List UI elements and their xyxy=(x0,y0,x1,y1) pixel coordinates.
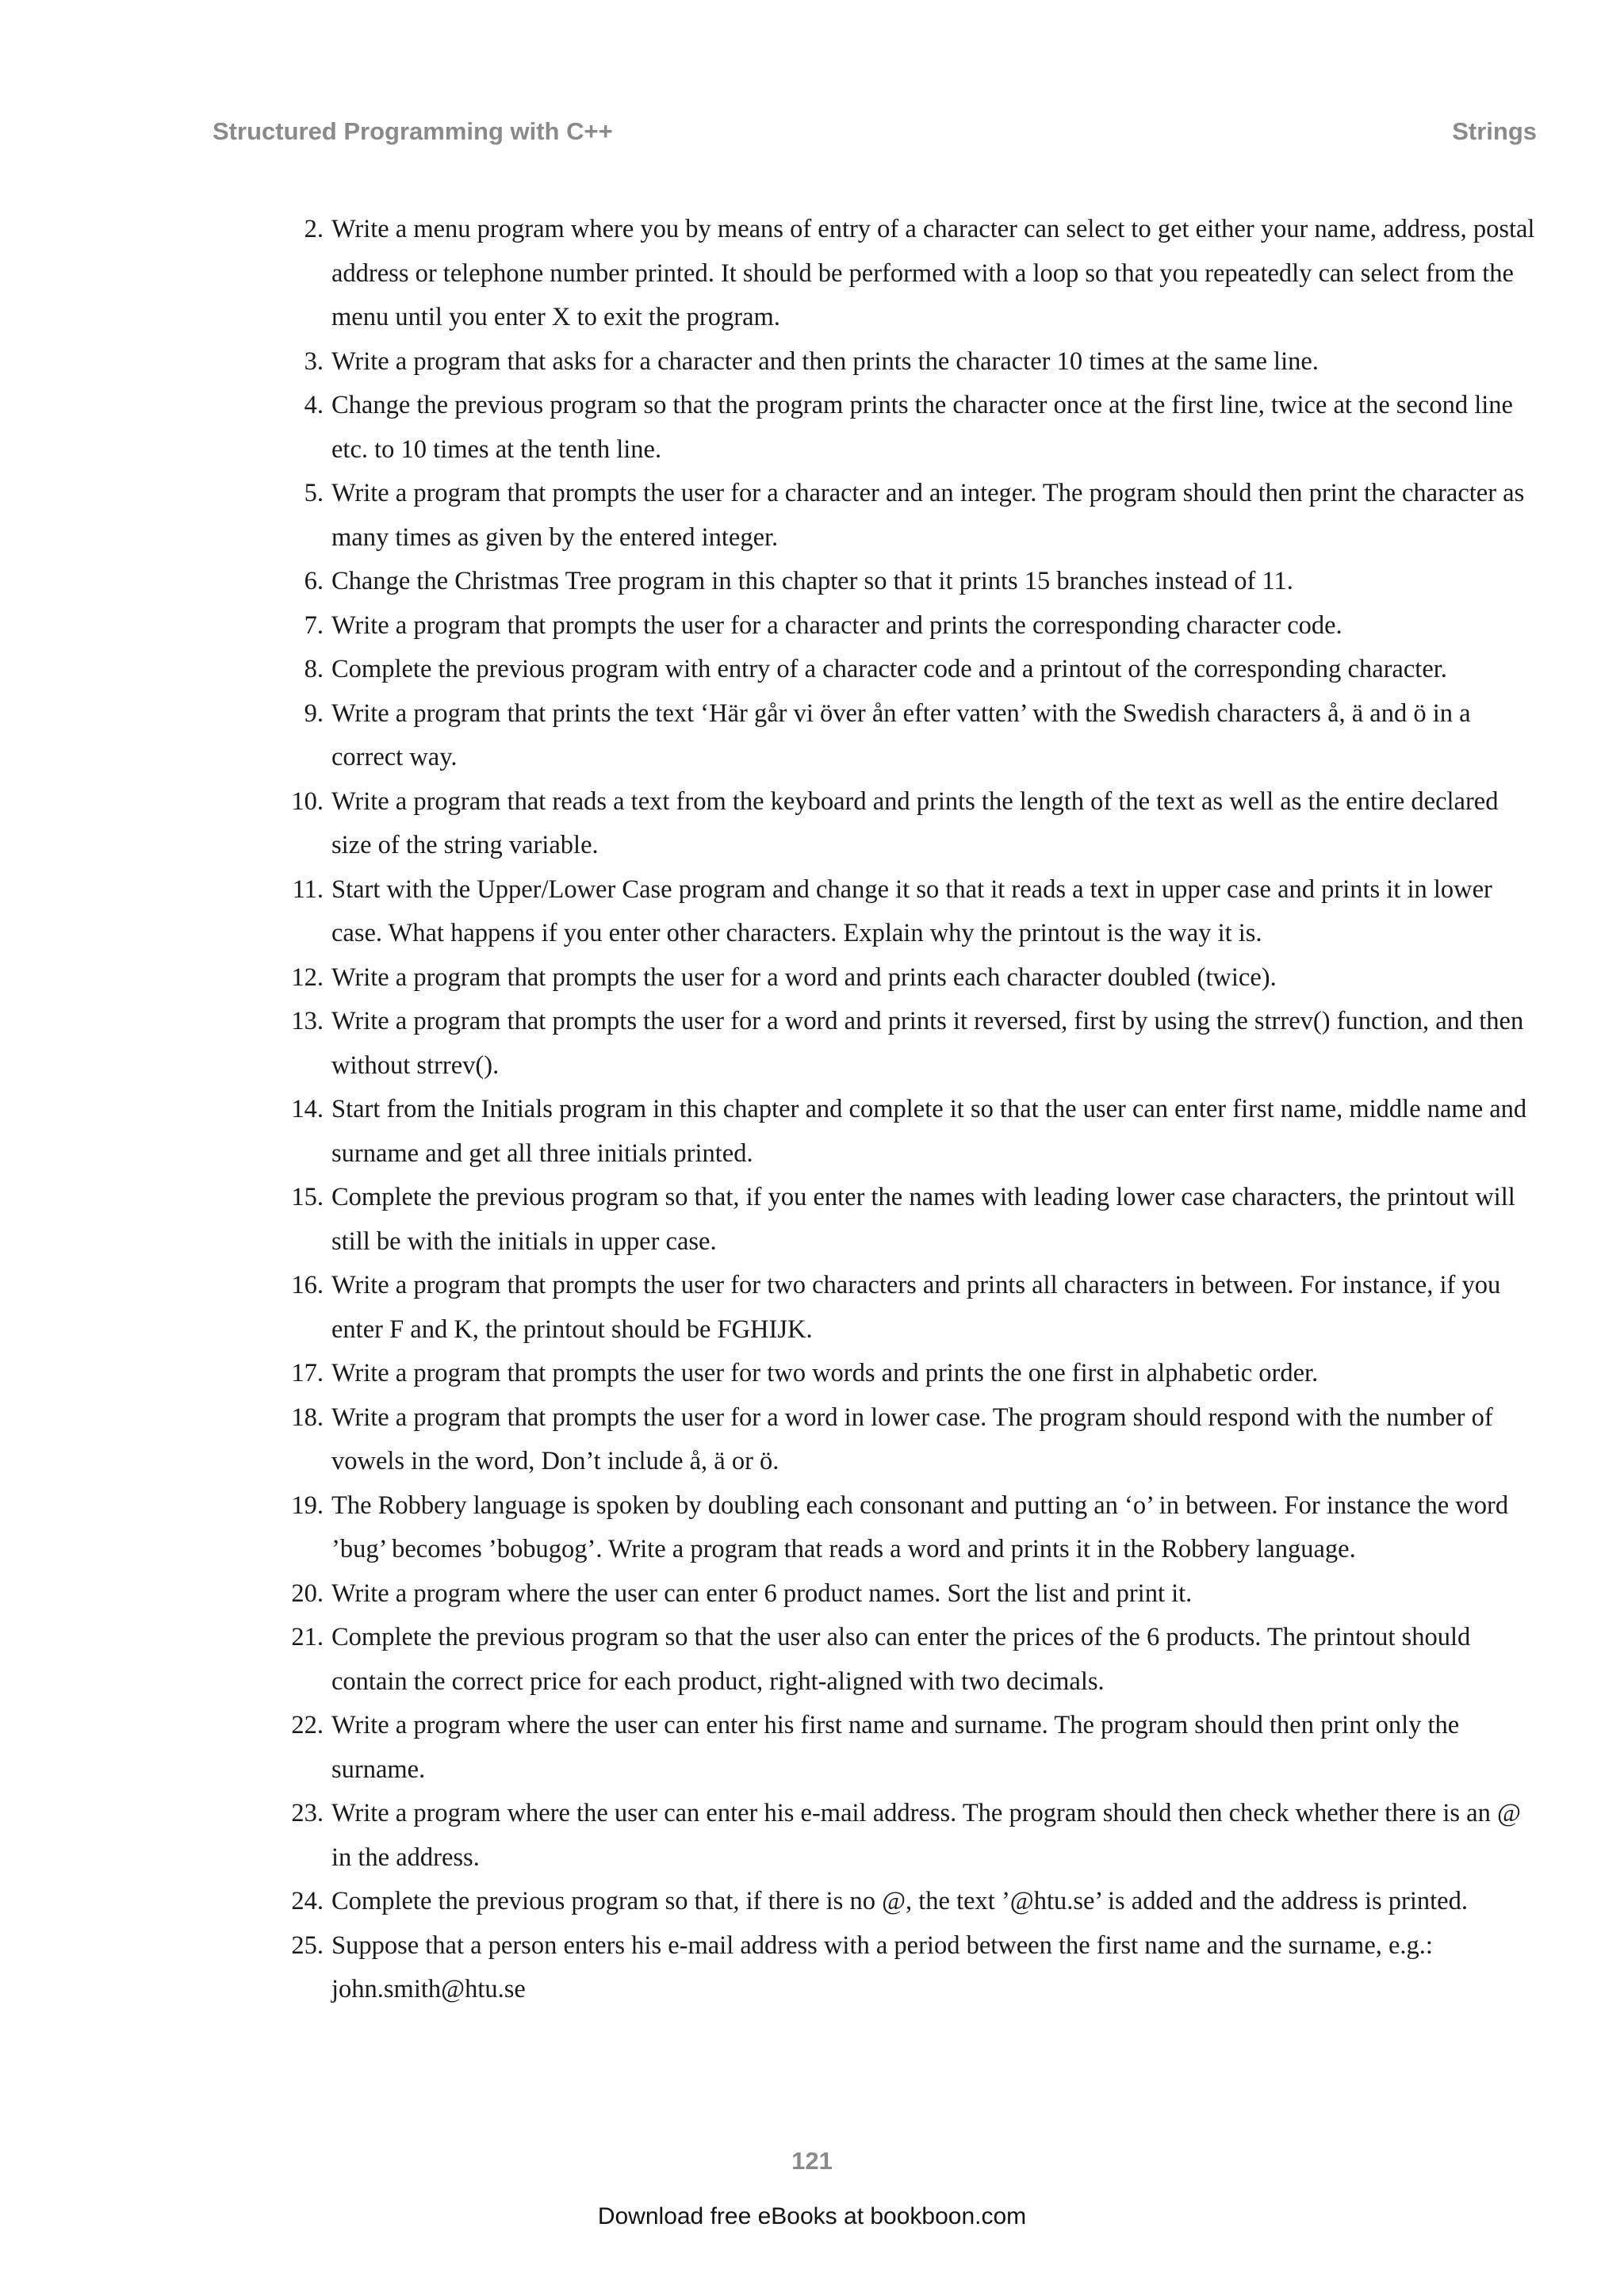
exercise-item xyxy=(291,1572,1537,1617)
exercise-text: Write a program that prompts the user for two words and prints the one first in alphabetic order. xyxy=(331,1359,1319,1387)
exercise-number: 13. xyxy=(291,1007,324,1035)
exercise-item xyxy=(291,1264,1537,1352)
exercise-item xyxy=(292,868,1537,956)
exercise-number: 7. xyxy=(304,610,324,640)
exercise-text: Write a program that prompts the user for a word and prints it reversed, first by using the strrev() function, and then without strrev(). xyxy=(331,1007,1524,1080)
exercise-text: Write a program that reads a text from the keyboard and prints the length of the text as well as the entire declared size of the string variable. xyxy=(331,786,1499,859)
exercise-text: Complete the previous program so that the user also can enter the prices of the 6 products. The printout should contain the correct price for each product, right-aligned with two decimals. xyxy=(331,1623,1471,1696)
exercise-text: Change the previous program so that the program prints the character once at the first line, twice at the second line etc. to 10 times at the tenth line. xyxy=(331,391,1513,464)
exercise-text: Write a program that prints the text ‘Här går vi över ån efter vatten’ with the Swedish characters å, ä and ö in a correct way. xyxy=(331,698,1471,771)
exercise-number: 19. xyxy=(291,1490,324,1520)
exercise-item xyxy=(291,1088,1537,1176)
exercise-number: 21. xyxy=(291,1623,324,1651)
exercise-number: 9. xyxy=(304,698,324,728)
chapter-title: Strings xyxy=(1452,117,1537,145)
exercise-text: Write a program that asks for a character and then prints the character 10 times at the same line. xyxy=(331,346,1319,376)
exercise-text: Start from the Initials program in this chapter and complete it so that the user can enter first name, middle name and surname and get all three initials printed. xyxy=(331,1095,1527,1168)
exercise-item xyxy=(304,472,1537,560)
exercise-item xyxy=(291,1616,1537,1704)
exercise-item xyxy=(291,1792,1537,1880)
exercise-item xyxy=(291,1352,1537,1396)
exercise-number: 20. xyxy=(291,1578,324,1608)
running-header xyxy=(213,117,1537,149)
exercise-item xyxy=(304,604,1537,649)
exercise-list xyxy=(0,208,1624,2012)
exercise-number: 23. xyxy=(291,1799,324,1827)
exercise-item xyxy=(291,1000,1537,1088)
exercise-item xyxy=(291,1484,1537,1572)
exercise-text: Write a program that prompts the user for a character and an integer. The program should then print the character as many times as given by the entered integer. xyxy=(331,479,1525,552)
exercise-item xyxy=(291,1176,1537,1264)
exercise-number: 17. xyxy=(291,1359,324,1387)
exercise-text: The Robbery language is spoken by doubling each consonant and putting an ‘o’ in between. For instance the word ’bug’ becomes ’bobugog’. Write a program that reads a word and prints it in the Robbery language. xyxy=(331,1490,1509,1563)
exercise-item xyxy=(291,956,1537,1001)
exercise-text: Write a program where the user can enter 6 product names. Sort the list and print it. xyxy=(331,1578,1193,1608)
exercise-number: 3. xyxy=(304,346,324,376)
exercise-text: Start with the Upper/Lower Case program and change it so that it reads a text in upper case and prints it in lower case. What happens if you enter other characters. Explain why the printout is the way it is. xyxy=(331,874,1492,947)
exercise-item xyxy=(304,384,1537,472)
exercise-text: Complete the previous program so that, if you enter the names with leading lower case characters, the printout will still be with the initials in upper case. xyxy=(331,1183,1515,1256)
exercise-text: Write a program where the user can enter his e-mail address. The program should then check whether there is an @ in the address. xyxy=(331,1799,1521,1872)
exercise-number: 11. xyxy=(292,874,324,904)
exercise-number: 25. xyxy=(291,1931,324,1960)
download-ebooks-link[interactable]: Download free eBooks at bookboon.com xyxy=(597,2203,1027,2229)
exercise-number: 22. xyxy=(291,1711,324,1739)
exercise-text: Change the Christmas Tree program in this chapter so that it prints 15 branches instead of 11. xyxy=(331,567,1293,595)
exercise-number: 8. xyxy=(304,655,324,683)
exercise-number: 12. xyxy=(291,962,324,992)
exercise-number: 2. xyxy=(304,215,324,243)
exercise-item xyxy=(304,340,1537,385)
exercise-text: Complete the previous program so that, if there is no @, the text ’@htu.se’ is added and the address is printed. xyxy=(331,1887,1468,1915)
exercise-number: 24. xyxy=(291,1887,324,1915)
exercise-number: 15. xyxy=(291,1183,324,1211)
exercise-item xyxy=(304,692,1537,780)
exercise-number: 5. xyxy=(304,479,324,507)
exercise-text: Write a program that prompts the user for two characters and prints all characters in between. For instance, if you enter F and K, the printout should be FGHIJK. xyxy=(331,1271,1501,1344)
exercise-text: Write a program where the user can enter his first name and surname. The program should then print only the surname. xyxy=(331,1711,1460,1784)
exercise-text: Write a program that prompts the user for a word in lower case. The program should respond with the number of vowels in the word, Don’t include å, ä or ö. xyxy=(331,1402,1493,1475)
exercise-item xyxy=(304,208,1537,340)
exercise-item xyxy=(304,648,1537,692)
exercise-text: Complete the previous program with entry of a character code and a printout of the corresponding character. xyxy=(331,655,1447,683)
exercise-number: 10. xyxy=(291,786,324,816)
exercise-number: 14. xyxy=(291,1095,324,1123)
exercise-item xyxy=(304,560,1537,604)
exercise-item xyxy=(291,1396,1537,1484)
exercise-item xyxy=(291,1880,1537,1924)
page-number: 121 xyxy=(791,2147,833,2175)
exercise-text: Write a program that prompts the user for a word and prints each character doubled (twice). xyxy=(331,962,1277,992)
exercise-item xyxy=(291,780,1537,868)
exercise-item xyxy=(291,1924,1537,2012)
exercise-text: Write a menu program where you by means of entry of a character can select to get either your name, address, postal address or telephone number printed. It should be performed with a loop so that you repeatedly can select from the menu until you enter X to exit the program. xyxy=(331,215,1535,331)
exercise-number: 6. xyxy=(304,567,324,595)
exercise-text: Suppose that a person enters his e-mail address with a period between the first name and the surname, e.g.: john.smith@htu.se xyxy=(331,1931,1433,2003)
exercise-number: 18. xyxy=(291,1402,324,1432)
exercise-number: 16. xyxy=(291,1271,324,1299)
exercise-text: Write a program that prompts the user for a character and prints the corresponding character code. xyxy=(331,610,1342,640)
exercise-item xyxy=(291,1704,1537,1792)
exercise-number: 4. xyxy=(304,391,324,419)
book-title: Structured Programming with C++ xyxy=(213,117,613,145)
